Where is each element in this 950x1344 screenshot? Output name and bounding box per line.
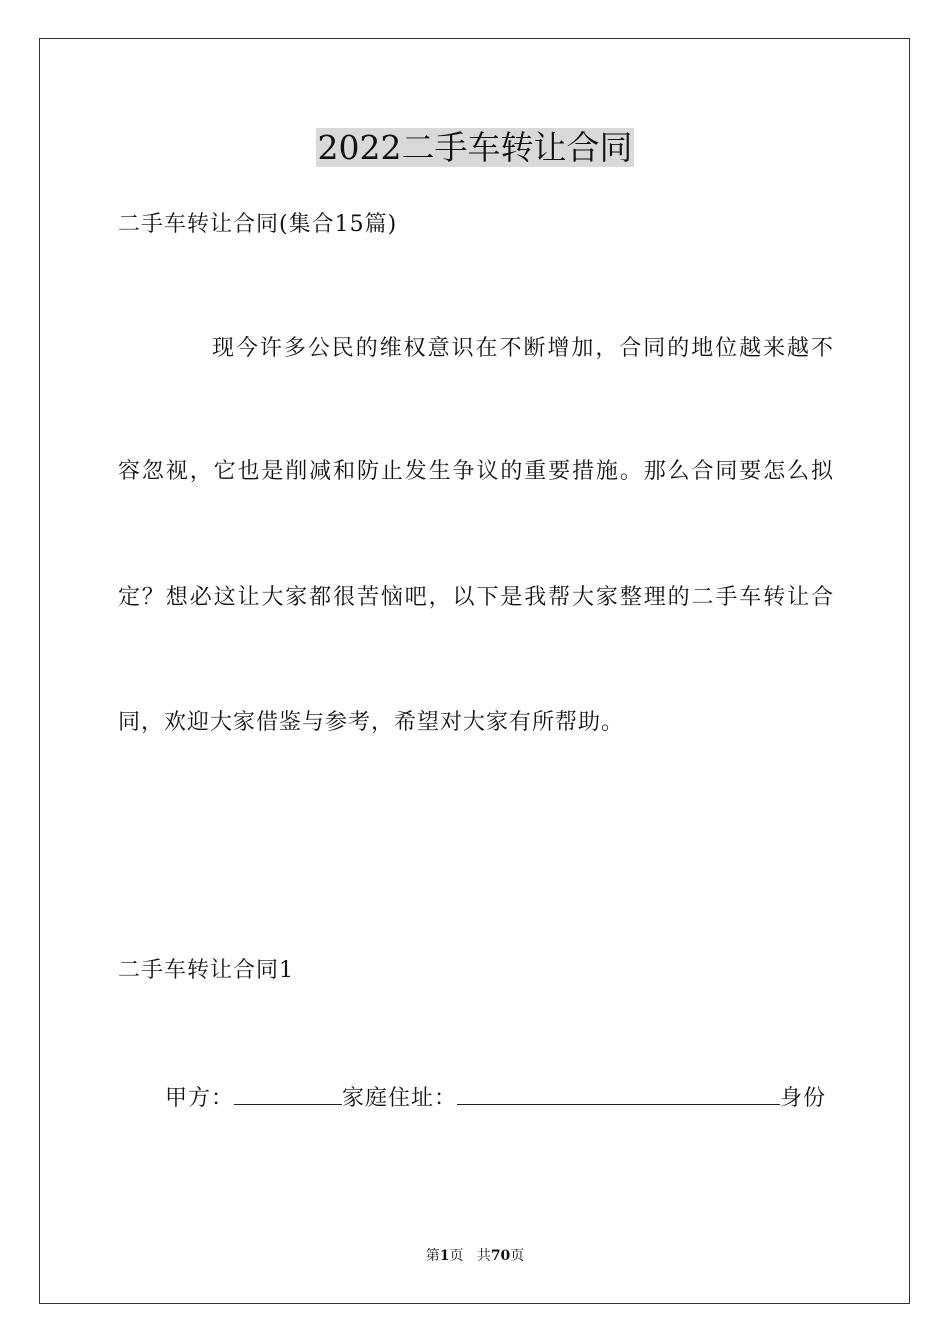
footer-total-suffix: 页 <box>510 1248 525 1264</box>
intro-line-1: 现今许多公民的维权意识在不断增加，合同的地位越来越不 <box>212 336 834 361</box>
party-a-blank[interactable] <box>234 1082 342 1105</box>
footer-total-pages: 70 <box>490 1248 511 1264</box>
footer-page-number: 1 <box>439 1248 450 1264</box>
footer-total-prefix: 共 <box>476 1248 491 1264</box>
page-footer <box>0 1247 950 1265</box>
party-a-label: 甲方： <box>165 1086 235 1111</box>
intro-line-3: 定？想必这让大家都很苦恼吧，以下是我帮大家整理的二手车转让合 <box>118 585 834 610</box>
footer-page-prefix: 第 <box>425 1248 440 1264</box>
footer-page-suffix: 页 <box>449 1248 464 1264</box>
intro-line-4: 同，欢迎大家借鉴与参考，希望对大家有所帮助。 <box>118 710 625 735</box>
section-heading: 二手车转让合同1 <box>118 958 294 983</box>
id-label: 身份 <box>780 1086 827 1111</box>
document-title <box>0 126 950 170</box>
intro-line-2: 容忽视，它也是削减和防止发生争议的重要措施。那么合同要怎么拟 <box>118 459 834 484</box>
address-label: 家庭住址： <box>342 1086 458 1111</box>
address-blank[interactable] <box>457 1082 780 1105</box>
document-subtitle: 二手车转让合同(集合15篇) <box>118 212 398 237</box>
party-line <box>165 1082 834 1114</box>
document-title-text: 2022二手车转让合同 <box>317 128 633 167</box>
